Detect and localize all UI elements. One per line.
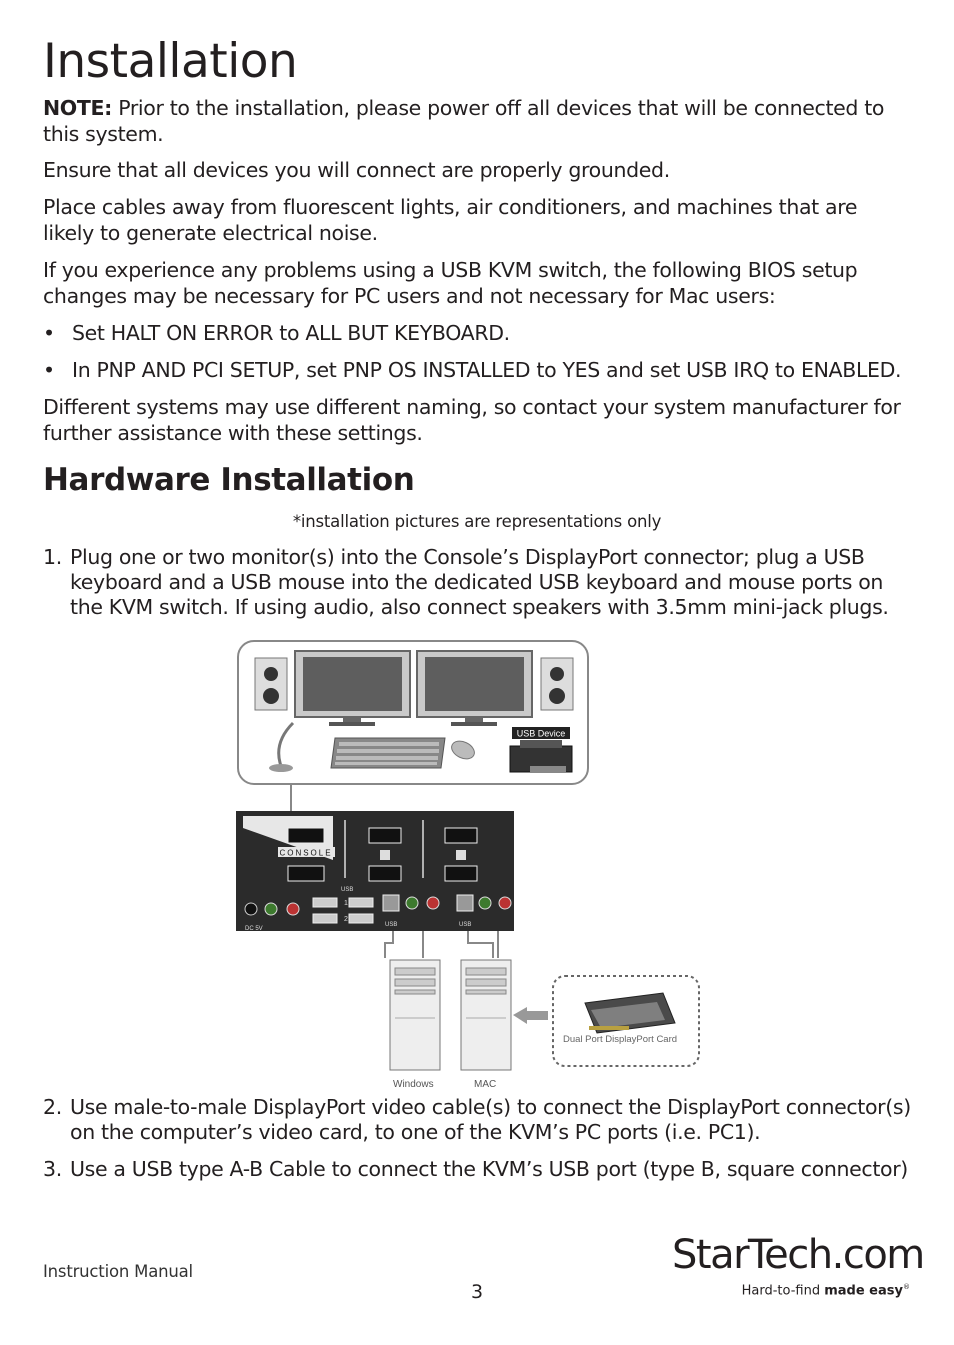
- grounded-paragraph: Ensure that all devices you will connect are properly grounded.: [43, 158, 670, 182]
- pc1-usb-label: USB: [385, 922, 398, 928]
- dc-jack: [245, 903, 257, 915]
- step-text: Use a USB type A-B Cable to connect the KVM’s USB port (type B, square connector): [70, 1157, 908, 1181]
- mac-label: MAC: [474, 1079, 497, 1090]
- arrow-icon: [513, 1007, 548, 1024]
- usb-device-icon: [510, 727, 572, 772]
- speaker-left-icon: [255, 658, 287, 710]
- mic-jack: [287, 903, 299, 915]
- footer-manual-label: Instruction Manual: [43, 1262, 193, 1281]
- usb-device-label: USB Device: [516, 728, 566, 739]
- mac-pc-icon: [461, 960, 511, 1070]
- startech-logo: [672, 1232, 924, 1304]
- keyboard-icon: [331, 738, 445, 768]
- step-text: Plug one or two monitor(s) into the Console’s DisplayPort connector; plug a USB keyboard and a USB mouse into the dedicated USB keyboard and mouse ports on the KVM switch. If using audio, also connect speakers with 3.5mm mini-jack plugs.: [70, 545, 889, 619]
- port-label: 2: [344, 916, 348, 923]
- step-number: 1.: [43, 545, 62, 569]
- tagline-mark: ®: [903, 1283, 910, 1291]
- step-number: 3.: [43, 1157, 62, 1181]
- windows-label: Windows: [393, 1079, 434, 1090]
- pc2-usb-label: USB: [459, 922, 472, 928]
- pictures-note: *installation pictures are representations only: [292, 512, 662, 531]
- section-heading: Hardware Installation: [43, 462, 415, 498]
- logo-tagline: [742, 1283, 910, 1298]
- installation-diagram: [233, 638, 713, 1093]
- console-dp-port: [288, 866, 324, 881]
- bullet-mark: •: [43, 358, 55, 382]
- note-label: NOTE:: [43, 96, 113, 120]
- dc-label: DC 5V: [245, 926, 263, 932]
- pc1-usb-b-port: [383, 895, 399, 911]
- tagline-prefix: Hard-to-find: [741, 1283, 825, 1299]
- page-number: 3: [470, 1281, 484, 1303]
- windows-pc-icon: [390, 960, 440, 1070]
- audio-out-jack: [265, 903, 277, 915]
- note-paragraph: [43, 96, 913, 147]
- usb-label: USB: [341, 887, 354, 893]
- monitor-left-icon: [295, 651, 410, 726]
- naming-paragraph: Different systems may use different naming, so contact your system manufacturer for further assistance with these settings.: [43, 395, 901, 445]
- console-dp-port: [288, 828, 324, 843]
- step-text: Use male-to-male DisplayPort video cable(s) to connect the DisplayPort connector(s) on the computer’s video card, to one of the KVM’s PC ports (i.e. PC1).: [70, 1095, 911, 1144]
- page-title: Installation: [43, 34, 298, 89]
- port-label: 1: [344, 900, 348, 907]
- bullet-text: In PNP AND PCI SETUP, set PNP OS INSTALLED to YES and set USB IRQ to ENABLED.: [72, 358, 902, 382]
- bullet-mark: •: [43, 321, 55, 345]
- bullet-text: Set HALT ON ERROR to ALL BUT KEYBOARD.: [72, 321, 510, 345]
- bios-paragraph: If you experience any problems using a USB KVM switch, the following BIOS setup changes may be necessary for PC users and not necessary for Mac users:: [43, 258, 858, 308]
- cables-paragraph: Place cables away from fluorescent lights, air conditioners, and machines that are likely to generate electrical noise.: [43, 195, 858, 245]
- logo-text: StarTech.com: [672, 1232, 924, 1278]
- console-label: CONSOLE: [279, 848, 333, 858]
- card-label: Dual Port DisplayPort Card: [563, 1034, 678, 1045]
- monitor-right-icon: [417, 651, 532, 726]
- pc2-usb-b-port: [457, 895, 473, 911]
- note-text: Prior to the installation, please power off all devices that will be connected to this system.: [43, 96, 885, 146]
- step-number: 2.: [43, 1095, 62, 1119]
- speaker-right-icon: [541, 658, 573, 710]
- tagline-bold: made easy: [824, 1283, 903, 1299]
